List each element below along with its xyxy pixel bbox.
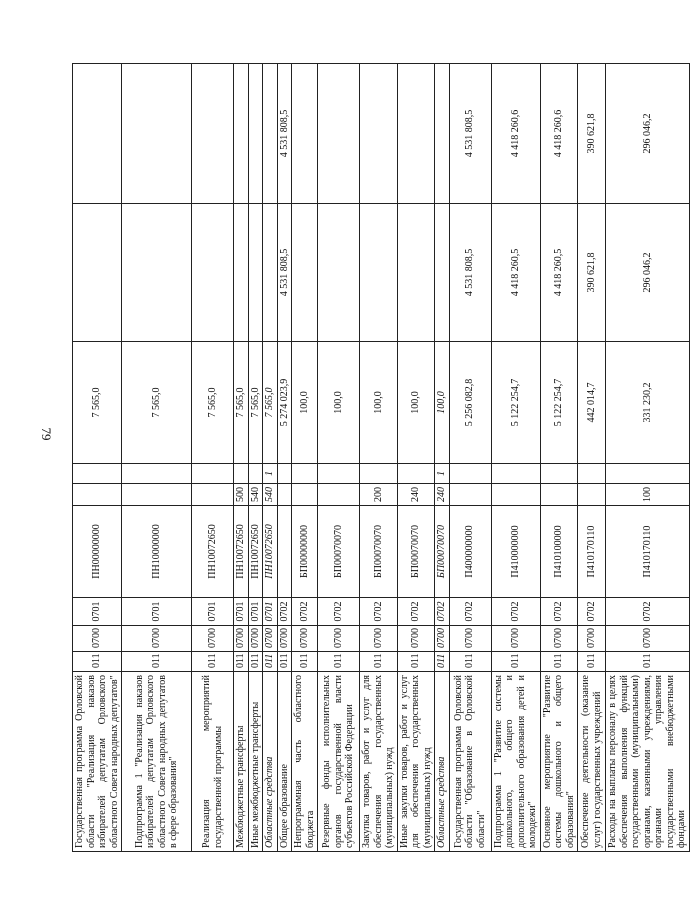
cell-sum3: 4 531 808,5 — [277, 64, 292, 204]
cell-name: Государственная программа Орловской области "Образование в Орловской области" — [449, 672, 491, 852]
cell-dop — [122, 464, 192, 484]
cell-csr: П410170110 — [578, 506, 606, 598]
cell-sum1: 7 565,0 — [248, 342, 263, 464]
cell-dop — [397, 464, 435, 484]
cell-dop — [360, 464, 398, 484]
cell-name: Реализация мероприятий государственной программы — [192, 672, 234, 852]
cell-name: Подпрограмма 1 "Реализация наказов избирателей депутатам Орловского областного Совета народных депутатов в сфере образования" — [122, 672, 192, 852]
cell-sum1: 100,0 — [435, 342, 450, 464]
cell-pr: 0702 — [578, 598, 606, 626]
cell-name: Областные средства — [263, 672, 278, 852]
cell-vr: 240 — [397, 484, 435, 506]
cell-sum2 — [248, 204, 263, 342]
cell-dop: 1 — [263, 464, 278, 484]
cell-rz: 0700 — [397, 626, 435, 652]
cell-vr — [491, 484, 540, 506]
cell-rz: 0700 — [540, 626, 578, 652]
table-row — [263, 64, 278, 852]
cell-name: Основное мероприятие "Развитие системы дошкольного и общего образования" — [540, 672, 578, 852]
cell-sum2 — [73, 204, 122, 342]
cell-glava: 011 — [248, 652, 263, 672]
cell-vr — [318, 484, 360, 506]
cell-sum2: 4 418 260,5 — [540, 204, 578, 342]
cell-sum3 — [248, 64, 263, 204]
cell-csr — [277, 506, 292, 598]
cell-sum1: 5 122 254,7 — [540, 342, 578, 464]
cell-pr: 0702 — [277, 598, 292, 626]
cell-sum1: 5 122 254,7 — [491, 342, 540, 464]
cell-pr: 0701 — [234, 598, 249, 626]
cell-sum2: 390 621,8 — [578, 204, 606, 342]
cell-rz: 0700 — [491, 626, 540, 652]
cell-vr — [449, 484, 491, 506]
cell-glava: 011 — [435, 652, 450, 672]
cell-name: Подпрограмма 1 "Развитие системы дошкольного, общего и дополнительного образования детей и молодежи" — [491, 672, 540, 852]
cell-sum3 — [360, 64, 398, 204]
cell-sum1: 331 230,2 — [606, 342, 690, 464]
cell-name: Обеспечение деятельности (оказание услуг) государственных учреждений — [578, 672, 606, 852]
cell-sum2 — [397, 204, 435, 342]
cell-dop — [578, 464, 606, 484]
table-row — [292, 64, 318, 852]
cell-name: Иные закупки товаров, работ и услуг для обеспечения государственных (муниципальных) нужд — [397, 672, 435, 852]
cell-dop — [192, 464, 234, 484]
page-number: 79 — [39, 427, 54, 441]
cell-sum3 — [435, 64, 450, 204]
cell-glava: 011 — [397, 652, 435, 672]
cell-sum3 — [122, 64, 192, 204]
cell-vr: 540 — [248, 484, 263, 506]
cell-pr: 0702 — [435, 598, 450, 626]
cell-csr: П410000000 — [491, 506, 540, 598]
cell-vr — [578, 484, 606, 506]
table-row — [578, 64, 606, 852]
cell-glava: 011 — [491, 652, 540, 672]
cell-pr: 0701 — [73, 598, 122, 626]
cell-vr — [277, 484, 292, 506]
table-row — [449, 64, 491, 852]
cell-glava: 011 — [73, 652, 122, 672]
cell-dop — [491, 464, 540, 484]
cell-sum1: 7 565,0 — [234, 342, 249, 464]
cell-rz: 0700 — [435, 626, 450, 652]
cell-name: Резервные фонды исполнительных органов государственной власти субъектов Российской Федерации — [318, 672, 360, 852]
table-body — [73, 64, 690, 852]
cell-dop — [449, 464, 491, 484]
rotated-table-wrapper — [72, 64, 687, 852]
cell-rz: 0700 — [578, 626, 606, 652]
cell-sum2 — [292, 204, 318, 342]
cell-glava: 011 — [360, 652, 398, 672]
cell-vr — [122, 484, 192, 506]
cell-sum2 — [435, 204, 450, 342]
cell-glava: 011 — [292, 652, 318, 672]
cell-csr: ПН10072650 — [263, 506, 278, 598]
cell-csr: БП00070070 — [360, 506, 398, 598]
table-row — [234, 64, 249, 852]
table-row — [73, 64, 122, 852]
table-row — [318, 64, 360, 852]
cell-csr: БП00070070 — [318, 506, 360, 598]
table-row — [491, 64, 540, 852]
cell-rz: 0700 — [234, 626, 249, 652]
cell-sum3 — [192, 64, 234, 204]
cell-pr: 0702 — [292, 598, 318, 626]
cell-sum1: 100,0 — [360, 342, 398, 464]
table-row — [277, 64, 292, 852]
cell-name: Межбюджетные трансферты — [234, 672, 249, 852]
cell-vr — [192, 484, 234, 506]
cell-sum3: 4 418 260,6 — [540, 64, 578, 204]
cell-vr: 540 — [263, 484, 278, 506]
cell-sum1: 5 274 023,9 — [277, 342, 292, 464]
cell-dop — [540, 464, 578, 484]
cell-sum2 — [192, 204, 234, 342]
cell-pr: 0702 — [318, 598, 360, 626]
cell-dop — [318, 464, 360, 484]
cell-sum3: 4 531 808,5 — [449, 64, 491, 204]
cell-rz: 0700 — [263, 626, 278, 652]
table-row — [360, 64, 398, 852]
cell-sum1: 7 565,0 — [263, 342, 278, 464]
cell-csr: БП00070070 — [435, 506, 450, 598]
budget-table — [72, 63, 690, 852]
cell-glava: 011 — [449, 652, 491, 672]
table-row — [540, 64, 578, 852]
cell-pr: 0702 — [491, 598, 540, 626]
cell-sum2 — [122, 204, 192, 342]
cell-sum1: 100,0 — [397, 342, 435, 464]
cell-glava: 011 — [263, 652, 278, 672]
cell-sum3 — [318, 64, 360, 204]
cell-rz: 0700 — [277, 626, 292, 652]
cell-pr: 0702 — [360, 598, 398, 626]
cell-sum2: 4 418 260,5 — [491, 204, 540, 342]
cell-sum3: 4 418 260,6 — [491, 64, 540, 204]
cell-glava: 011 — [234, 652, 249, 672]
cell-csr: БП00000000 — [292, 506, 318, 598]
cell-sum1: 7 565,0 — [192, 342, 234, 464]
cell-rz: 0700 — [73, 626, 122, 652]
cell-rz: 0700 — [248, 626, 263, 652]
cell-dop — [73, 464, 122, 484]
cell-name: Непрограммная часть областного бюджета — [292, 672, 318, 852]
cell-vr — [540, 484, 578, 506]
cell-pr: 0701 — [192, 598, 234, 626]
cell-glava: 011 — [606, 652, 690, 672]
cell-rz: 0700 — [449, 626, 491, 652]
cell-dop — [248, 464, 263, 484]
cell-sum3 — [263, 64, 278, 204]
cell-csr: БП00070070 — [397, 506, 435, 598]
cell-csr: ПН10072650 — [248, 506, 263, 598]
cell-pr: 0702 — [606, 598, 690, 626]
cell-sum2 — [360, 204, 398, 342]
cell-sum2 — [263, 204, 278, 342]
cell-name: Расходы на выплаты персоналу в целях обеспечения выполнения функций государственными (муниципальными) органами, казенными учреждениями, органами управления государственными внебюджетными фондами — [606, 672, 690, 852]
table-row — [435, 64, 450, 852]
cell-name: Общее образование — [277, 672, 292, 852]
cell-rz: 0700 — [360, 626, 398, 652]
cell-sum1: 442 014,7 — [578, 342, 606, 464]
cell-pr: 0701 — [248, 598, 263, 626]
cell-sum3 — [234, 64, 249, 204]
cell-sum1: 100,0 — [292, 342, 318, 464]
cell-sum1: 7 565,0 — [122, 342, 192, 464]
cell-pr: 0701 — [122, 598, 192, 626]
table-row — [397, 64, 435, 852]
cell-sum2: 296 046,2 — [606, 204, 690, 342]
cell-name: Областные средства — [435, 672, 450, 852]
cell-csr: П410170110 — [606, 506, 690, 598]
cell-glava: 011 — [192, 652, 234, 672]
cell-csr: ПН10000000 — [122, 506, 192, 598]
cell-sum2: 4 531 808,5 — [277, 204, 292, 342]
cell-rz: 0700 — [122, 626, 192, 652]
cell-vr: 100 — [606, 484, 690, 506]
table-row — [192, 64, 234, 852]
cell-csr: ПН10072650 — [234, 506, 249, 598]
cell-name: Иные межбюджетные трансферты — [248, 672, 263, 852]
cell-name: Государственная программа Орловской области "Реализация наказов избирателей депутатам Орловского областного Совета народных депутатов" — [73, 672, 122, 852]
cell-vr — [292, 484, 318, 506]
table-row — [606, 64, 690, 852]
cell-rz: 0700 — [606, 626, 690, 652]
cell-glava: 011 — [318, 652, 360, 672]
cell-dop — [234, 464, 249, 484]
cell-glava: 011 — [277, 652, 292, 672]
cell-sum1: 100,0 — [318, 342, 360, 464]
table-row — [248, 64, 263, 852]
cell-dop — [606, 464, 690, 484]
cell-dop: 1 — [435, 464, 450, 484]
cell-csr: ПН10072650 — [192, 506, 234, 598]
cell-sum2 — [318, 204, 360, 342]
cell-rz: 0700 — [292, 626, 318, 652]
cell-sum3: 296 046,2 — [606, 64, 690, 204]
cell-sum3 — [292, 64, 318, 204]
cell-pr: 0701 — [263, 598, 278, 626]
cell-dop — [292, 464, 318, 484]
cell-sum2 — [234, 204, 249, 342]
cell-vr — [73, 484, 122, 506]
cell-glava: 011 — [578, 652, 606, 672]
cell-vr: 500 — [234, 484, 249, 506]
cell-name: Закупка товаров, работ и услуг для обеспечения государственных (муниципальных) нужд — [360, 672, 398, 852]
cell-sum3 — [73, 64, 122, 204]
cell-rz: 0700 — [192, 626, 234, 652]
cell-pr: 0702 — [397, 598, 435, 626]
cell-sum1: 7 565,0 — [73, 342, 122, 464]
cell-sum2: 4 531 808,5 — [449, 204, 491, 342]
cell-rz: 0700 — [318, 626, 360, 652]
cell-glava: 011 — [122, 652, 192, 672]
cell-glava: 011 — [540, 652, 578, 672]
cell-vr: 200 — [360, 484, 398, 506]
cell-csr: П410100000 — [540, 506, 578, 598]
table-row — [122, 64, 192, 852]
cell-pr: 0702 — [449, 598, 491, 626]
cell-pr: 0702 — [540, 598, 578, 626]
cell-csr: ПН00000000 — [73, 506, 122, 598]
cell-sum3 — [397, 64, 435, 204]
cell-vr: 240 — [435, 484, 450, 506]
cell-csr: П400000000 — [449, 506, 491, 598]
cell-dop — [277, 464, 292, 484]
cell-sum3: 390 621,8 — [578, 64, 606, 204]
cell-sum1: 5 256 082,8 — [449, 342, 491, 464]
